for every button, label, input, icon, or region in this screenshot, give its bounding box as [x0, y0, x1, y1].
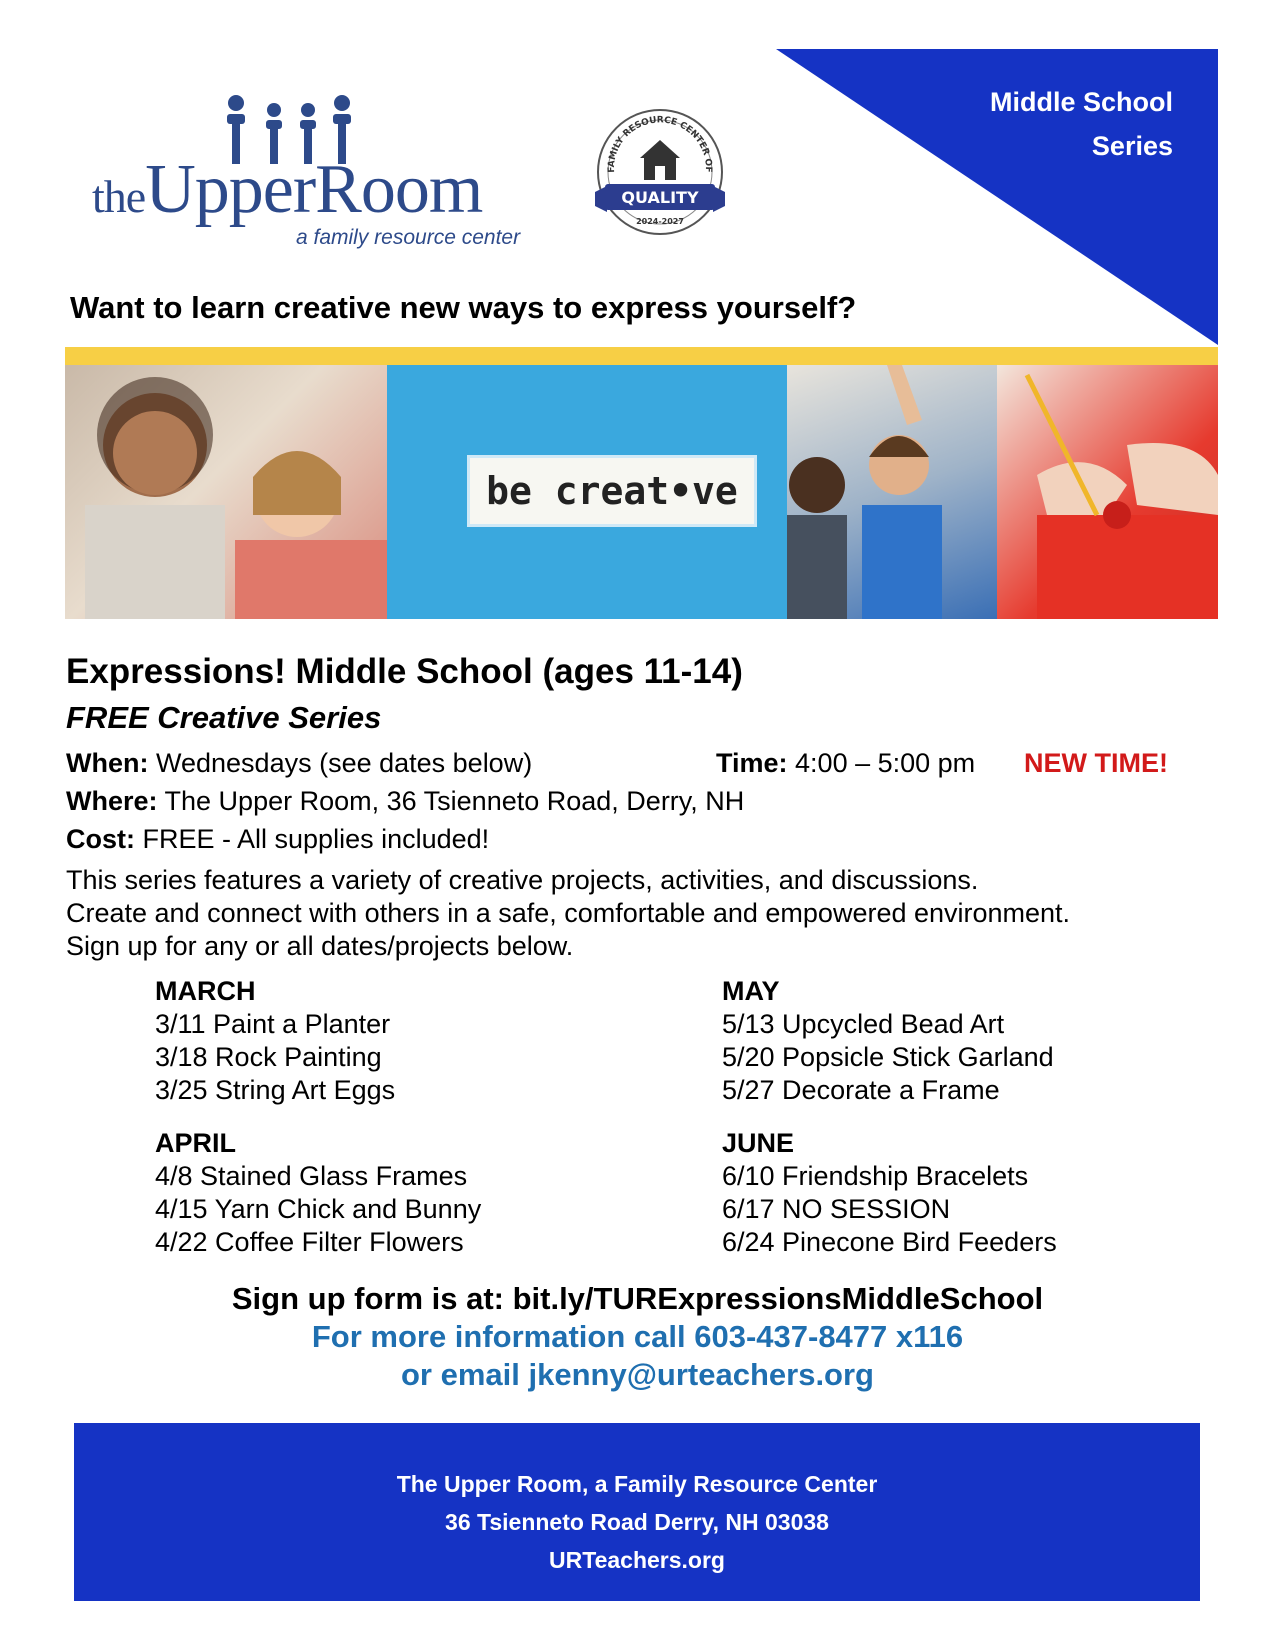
where-label: Where: — [66, 786, 158, 816]
signup-link[interactable]: Sign up form is at: bit.ly/TURExpressionsMiddleSchool — [231, 1281, 1044, 1316]
description-line: This series features a variety of creative projects, activities, and discussions. — [66, 865, 979, 895]
photo-girl-with-teacher — [65, 365, 387, 619]
cost-value: FREE - All supplies included! — [135, 824, 490, 854]
session-item: 4/15 Yarn Chick and Bunny — [155, 1194, 482, 1224]
session-item: 6/10 Friendship Bracelets — [722, 1161, 1029, 1191]
photo-craft-hands — [997, 365, 1218, 619]
where-line — [66, 786, 744, 817]
session-item: 4/22 Coffee Filter Flowers — [155, 1227, 464, 1257]
month-name: MARCH — [155, 976, 256, 1006]
schedule-month-april — [155, 1127, 635, 1259]
footer-website-link[interactable]: URTeachers.org — [549, 1547, 725, 1573]
session-item: 3/25 String Art Eggs — [155, 1075, 396, 1105]
session-item: 4/8 Stained Glass Frames — [155, 1161, 468, 1191]
logo-tagline: a family resource center — [296, 226, 521, 249]
seal-top-text: FAMILY RESOURCE CENTER OF — [606, 115, 714, 173]
session-item: 5/20 Popsicle Stick Garland — [722, 1042, 1054, 1072]
photo-strip — [65, 365, 1218, 619]
description-line: Create and connect with others in a safe, comfortable and empowered environment. — [66, 898, 1071, 928]
schedule-month-may — [722, 975, 1202, 1107]
tagline: Want to learn creative new ways to express yourself? — [70, 290, 857, 325]
session-item: 3/18 Rock Painting — [155, 1042, 382, 1072]
session-item: 3/11 Paint a Planter — [155, 1009, 391, 1039]
series-line-1: Middle School — [989, 87, 1173, 117]
where-value: The Upper Room, 36 Tsienneto Road, Derry, NH — [157, 786, 745, 816]
session-item: 5/13 Upcycled Bead Art — [722, 1009, 1005, 1039]
program-heading: Expressions! Middle School (ages 11-14) — [66, 652, 743, 691]
schedule-month-march — [155, 975, 635, 1107]
new-time-badge: NEW TIME! — [1024, 748, 1168, 778]
session-item: 6/17 NO SESSION — [722, 1194, 951, 1224]
when-value: Wednesdays (see dates below) — [148, 748, 533, 778]
schedule-month-june — [722, 1127, 1202, 1259]
time-label: Time: — [716, 748, 788, 778]
logo-wordmark — [92, 150, 482, 237]
photo-kids-high-five — [787, 365, 997, 619]
cost-label: Cost: — [66, 824, 135, 854]
logo-room: Room — [315, 151, 483, 228]
series-line-2: Series — [1091, 131, 1173, 161]
time-value: 4:00 – 5:00 pm — [787, 748, 976, 778]
month-name: MAY — [722, 976, 780, 1006]
seal-banner: QUALITY — [621, 188, 699, 207]
logo-the: the — [92, 171, 146, 222]
photo-be-creative — [387, 365, 787, 619]
month-name: APRIL — [155, 1128, 236, 1158]
when-label: When: — [66, 748, 149, 778]
be-creative-text: be creat•ve — [467, 455, 757, 527]
divider-bar — [65, 347, 1218, 365]
logo-upper: Upper — [145, 151, 316, 228]
phone-contact[interactable]: For more information call 603-437-8477 x116 — [311, 1319, 964, 1354]
email-contact[interactable]: or email jkenny@urteachers.org — [400, 1357, 874, 1392]
cost-line — [66, 824, 489, 855]
description — [66, 864, 1226, 963]
description-line: Sign up for any or all dates/projects below. — [66, 931, 574, 961]
month-name: JUNE — [722, 1128, 795, 1158]
footer-address: 36 Tsienneto Road Derry, NH 03038 — [445, 1509, 829, 1535]
series-label — [990, 80, 1173, 168]
time-line — [716, 748, 975, 779]
quality-seal-icon — [585, 100, 735, 240]
footer-org-name: The Upper Room, a Family Resource Center — [396, 1471, 878, 1497]
session-item: 5/27 Decorate a Frame — [722, 1075, 1000, 1105]
seal-years: 2024-2027 — [636, 217, 684, 226]
program-subheading: FREE Creative Series — [66, 700, 382, 735]
footer-banner — [74, 1423, 1200, 1601]
session-item: 6/24 Pinecone Bird Feeders — [722, 1227, 1057, 1257]
when-line — [66, 748, 532, 779]
